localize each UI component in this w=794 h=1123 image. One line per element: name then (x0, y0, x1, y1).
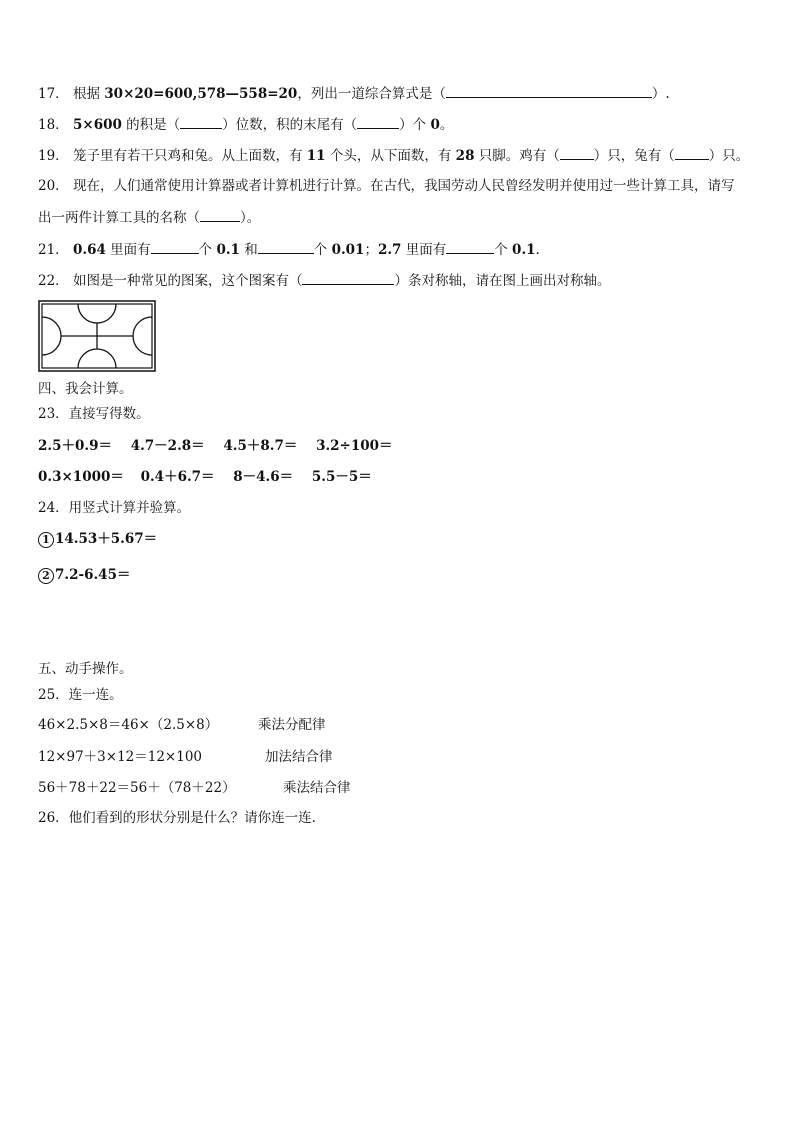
q25-expression[interactable]: 56＋78＋22＝56＋（78＋22） (38, 780, 236, 796)
circled-number-marker: 1 (38, 532, 54, 548)
q25-expression[interactable]: 12×97＋3×12＝12×100 (38, 749, 203, 765)
figure-right-semicircle (133, 317, 152, 355)
q23-item: 8－4.6＝ (233, 469, 294, 485)
answer-blank[interactable] (258, 240, 314, 254)
question-20-line-2: 出一两件计算工具的名称（ ）。 (38, 210, 261, 226)
question-19: 19． 笼子里有若干只鸡和兔。从上面数，有 11 个头，从下面数，有 28 只脚。鸡有（ ）只，兔有（ ）只。 (38, 148, 750, 164)
question-number: 21． (38, 242, 69, 258)
answer-blank[interactable] (446, 240, 494, 254)
question-23-label: 23．直接写得数。 (38, 406, 150, 422)
q23-item: 4.7－2.8＝ (130, 438, 205, 454)
q25-law (258, 716, 326, 734)
answer-blank[interactable] (180, 115, 222, 129)
section-5-title: 五、动手操作。 (38, 661, 133, 677)
question-number: 18． (38, 117, 69, 133)
question-number: 17． (38, 86, 69, 102)
q23-row-2 (38, 468, 372, 486)
q23-row-1 (38, 437, 393, 455)
q24-item-1: 1 14.53＋5.67＝ (38, 530, 157, 548)
q25-row (38, 748, 202, 766)
answer-blank[interactable] (446, 84, 652, 98)
question-number: 19． (38, 148, 69, 164)
question-25-label: 25．连一连。 (38, 687, 123, 703)
q23-item: 4.5＋8.7＝ (223, 438, 298, 454)
q23-item: 3.2÷100＝ (316, 438, 393, 454)
answer-blank[interactable] (675, 146, 709, 160)
question-17: 17． 根据 30×20=600,578—558=20，列出一道综合算式是（ ）. (38, 86, 670, 102)
q25-row (38, 716, 218, 734)
answer-blank[interactable] (560, 146, 594, 160)
q25-law-label[interactable]: 乘法分配律 (258, 717, 326, 733)
figure-bottom-semicircle (78, 349, 116, 368)
q25-law-label[interactable]: 乘法结合律 (283, 780, 351, 796)
section-4-title: 四、我会计算。 (38, 381, 133, 397)
question-18: 18． 5×600 的积是（ ）位数，积的末尾有（ ）个 0。 (38, 117, 454, 133)
answer-blank[interactable] (302, 271, 394, 285)
circled-number-marker: 2 (38, 568, 54, 584)
figure-top-semicircle (78, 304, 116, 323)
question-number: 22． (38, 273, 69, 289)
q24-item-2: 2 7.2-6.45＝ (38, 566, 130, 584)
question-22: 22． 如图是一种常见的图案，这个图案有（ ）条对称轴，请在图上画出对称轴。 (38, 273, 611, 289)
question-24-label: 24．用竖式计算并验算。 (38, 500, 191, 516)
q25-law (283, 779, 351, 797)
symmetry-pattern-figure[interactable] (38, 300, 156, 372)
answer-blank[interactable] (200, 208, 240, 222)
q25-row (38, 779, 236, 797)
question-number: 20． (38, 178, 69, 194)
question-21: 21． 0.64 里面有 个 0.1 和 个 0.01；2.7 里面有 个 0.1. (38, 242, 540, 258)
q25-expression[interactable]: 46×2.5×8＝46×（2.5×8） (38, 717, 219, 733)
q25-law-label[interactable]: 加法结合律 (265, 749, 333, 765)
answer-blank[interactable] (151, 240, 199, 254)
figure-left-semicircle (42, 317, 61, 355)
answer-blank[interactable] (357, 115, 399, 129)
q23-item: 5.5－5＝ (311, 469, 372, 485)
q23-item: 0.4＋6.7＝ (140, 469, 215, 485)
q23-item: 0.3×1000＝ (38, 469, 124, 485)
question-26-label: 26．他们看到的形状分别是什么？请你连一连. (38, 810, 316, 826)
q25-law (265, 748, 333, 766)
q23-item: 2.5＋0.9＝ (38, 438, 112, 454)
question-20: 20． 现在，人们通常使用计算器或者计算机进行计算。在古代，我国劳动人民曾经发明并使用过一些计算工具，请写 (38, 178, 735, 194)
